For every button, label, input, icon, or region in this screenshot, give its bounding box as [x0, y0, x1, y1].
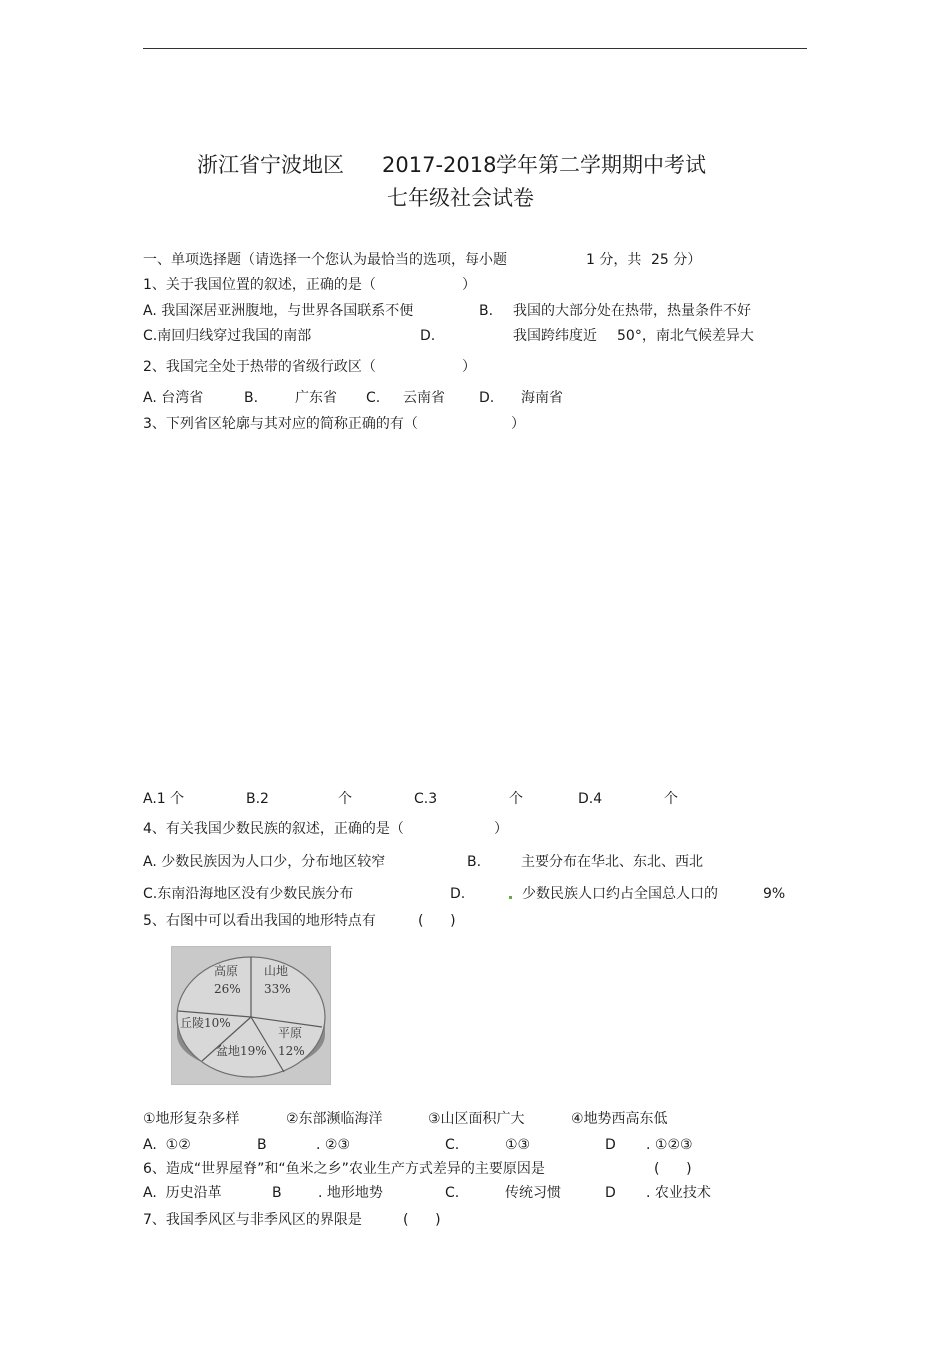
q7-paren: ( ): [403, 1212, 441, 1228]
q1-option-b-label: B.: [479, 303, 494, 319]
q4-option-b: 主要分布在华北、东北、西北: [521, 854, 703, 870]
q3-option-d-unit: 个: [664, 791, 678, 807]
section-heading: 一、单项选择题（请选择一个您认为最恰当的选项，每小题: [143, 252, 507, 268]
q4-option-b-label: B.: [467, 854, 482, 870]
q5-option-c: ①③: [505, 1137, 531, 1153]
q6-option-c-label: C.: [445, 1185, 460, 1201]
q3-option-b-unit: 个: [338, 791, 352, 807]
q6-paren: ( ): [654, 1161, 692, 1177]
title-years: 2017-2018: [382, 153, 497, 177]
section-heading-points: 1 分，共: [586, 252, 642, 268]
section-heading-total: 25 分）: [651, 252, 702, 268]
q2-option-a: A. 台湾省: [143, 390, 204, 406]
label-mountain: 山地: [264, 964, 289, 978]
q4-option-d-label: D.: [450, 886, 466, 902]
q4-stem: 4、有关我国少数民族的叙述，正确的是（: [143, 821, 404, 837]
header-rule: [143, 48, 807, 49]
q1-option-c: C.南回归线穿过我国的南部: [143, 328, 312, 344]
q1-stem: 1、关于我国位置的叙述，正确的是（: [143, 277, 376, 293]
q6-option-d-label: D: [605, 1185, 616, 1201]
title-suffix: 学年第二学期期中考试: [496, 153, 706, 177]
q3-stem: 3、下列省区轮廓与其对应的简称正确的有（: [143, 416, 418, 432]
label-plateau: 高原: [214, 964, 239, 978]
q5-option-b: . ②③: [316, 1137, 351, 1153]
q1-option-d: 我国跨纬度近: [513, 328, 597, 344]
label-plateau-pct: 26%: [214, 982, 241, 996]
label-hills: 丘陵10%: [180, 1016, 231, 1030]
q3-option-b-label: B.2: [246, 791, 269, 807]
q2-option-d: 海南省: [521, 390, 563, 406]
q5-statement-4: ④地势西高东低: [571, 1111, 668, 1127]
q2-stem: 2、我国完全处于热带的省级行政区（: [143, 359, 376, 375]
q6-option-d: . 农业技术: [646, 1185, 711, 1201]
q5-option-d: . ①②③: [646, 1137, 693, 1153]
q2-option-d-label: D.: [479, 390, 495, 406]
q5-option-a: A. ①②: [143, 1137, 191, 1153]
q5-statement-2: ②东部濒临海洋: [286, 1111, 383, 1127]
q1-option-a: A. 我国深居亚洲腹地，与世界各国联系不便: [143, 303, 414, 319]
q4-close: ）: [494, 821, 508, 837]
q6-option-b: . 地形地势: [318, 1185, 383, 1201]
q2-option-c: 云南省: [403, 390, 445, 406]
q2-close: ）: [462, 359, 476, 375]
q4-option-d-value: 9%: [763, 886, 786, 902]
label-basin: 盆地19%: [216, 1044, 267, 1058]
q5-statement-1: ①地形复杂多样: [143, 1111, 240, 1127]
label-plain-pct: 12%: [278, 1044, 305, 1058]
q3-option-a: A.1 个: [143, 791, 185, 807]
q2-option-b: 广东省: [295, 390, 337, 406]
terrain-pie-chart: [171, 946, 331, 1085]
q6-option-b-label: B: [272, 1185, 282, 1201]
green-speck: [509, 896, 512, 899]
label-plain: 平原: [278, 1026, 303, 1040]
q1-option-b: 我国的大部分处在热带，热量条件不好: [513, 303, 751, 319]
q5-paren: ( ): [418, 913, 456, 929]
q3-close: ）: [511, 416, 525, 432]
terrain-pie-svg: [172, 947, 330, 1084]
q5-statement-3: ③山区面积广大: [428, 1111, 525, 1127]
q5-option-b-label: B: [257, 1137, 267, 1153]
q1-close: ）: [462, 277, 476, 293]
title-prefix: 浙江省宁波地区: [197, 153, 344, 177]
q1-option-d-label: D.: [420, 328, 436, 344]
q4-option-a: A. 少数民族因为人口少，分布地区较窄: [143, 854, 386, 870]
q5-option-d-label: D: [605, 1137, 616, 1153]
q5-stem: 5、右图中可以看出我国的地形特点有: [143, 913, 376, 929]
q5-option-c-label: C.: [445, 1137, 460, 1153]
q3-option-c-unit: 个: [509, 791, 523, 807]
label-mountain-pct: 33%: [264, 982, 291, 996]
q3-option-d-label: D.4: [578, 791, 603, 807]
q1-option-d-value: 50°，南北气候差异大: [617, 328, 754, 344]
q6-stem: 6、造成“世界屋脊”和“鱼米之乡”农业生产方式差异的主要原因是: [143, 1161, 545, 1177]
q6-option-a: A. 历史沿革: [143, 1185, 222, 1201]
q2-option-b-label: B.: [244, 390, 259, 406]
subtitle: 七年级社会试卷: [387, 186, 534, 210]
q3-option-c-label: C.3: [414, 791, 438, 807]
q4-option-d: 少数民族人口约占全国总人口的: [522, 886, 718, 902]
q7-stem: 7、我国季风区与非季风区的界限是: [143, 1212, 362, 1228]
q6-option-c: 传统习惯: [505, 1185, 561, 1201]
q2-option-c-label: C.: [366, 390, 381, 406]
q4-option-c: C.东南沿海地区没有少数民族分布: [143, 886, 354, 902]
